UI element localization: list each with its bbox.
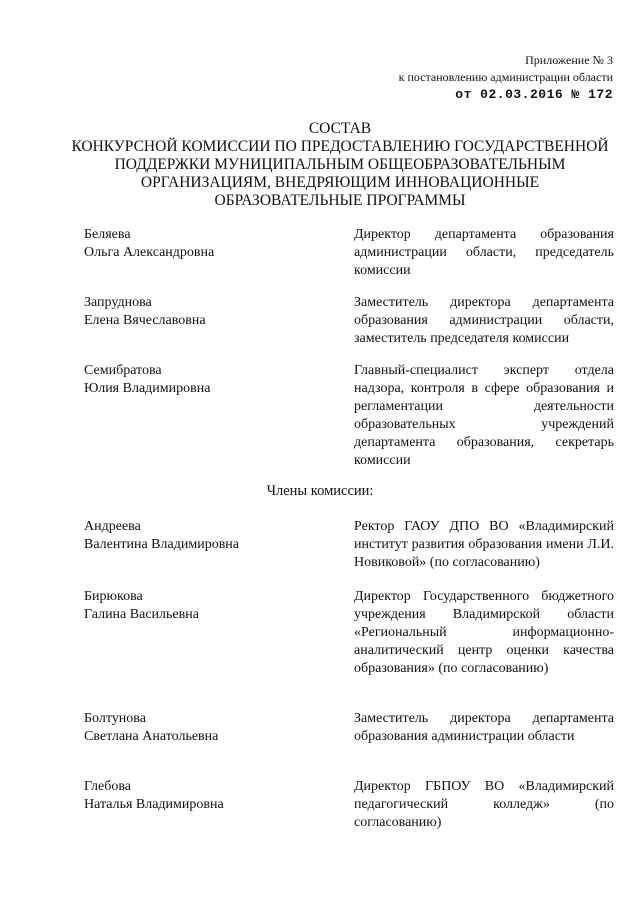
person-role: Директор департамента образования администрации области, председатель комиссии xyxy=(354,227,614,278)
person-surname: Андреева xyxy=(84,519,141,534)
title-line-2: КОНКУРСНОЙ КОМИССИИ ПО ПРЕДОСТАВЛЕНИЮ ГОСУДАРСТВЕННОЙ xyxy=(71,138,609,155)
person-role: Заместитель директора департамента образования администрации области, заместитель председателя комиссии xyxy=(354,295,614,346)
title-line-1: СОСТАВ xyxy=(308,120,372,137)
members-heading: Члены комиссии: xyxy=(266,483,374,499)
person-surname: Болтунова xyxy=(84,711,146,726)
person-given-names: Наталья Владимировна xyxy=(84,797,224,812)
person-name xyxy=(84,362,324,398)
appendix-number: Приложение № 3 xyxy=(525,53,613,67)
person-given-names: Юлия Владимировна xyxy=(84,381,211,396)
person-name xyxy=(84,226,324,262)
person-name xyxy=(84,588,324,624)
person-name xyxy=(84,778,324,814)
person-role: Директор ГБПОУ ВО «Владимирский педагогический колледж» (по согласованию) xyxy=(354,779,614,830)
person-name xyxy=(84,710,324,746)
appendix-header xyxy=(399,52,613,103)
title-line-5: ОБРАЗОВАТЕЛЬНЫЕ ПРОГРАММЫ xyxy=(214,192,466,209)
person-given-names: Галина Васильевна xyxy=(84,607,199,622)
person-given-names: Ольга Александровна xyxy=(84,245,215,260)
person-surname: Бирюкова xyxy=(84,589,143,604)
person-given-names: Светлана Анатольевна xyxy=(84,729,219,744)
person-surname: Глебова xyxy=(84,779,132,794)
title-line-4: ОРГАНИЗАЦИЯМ, ВНЕДРЯЮЩИМ ИННОВАЦИОННЫЕ xyxy=(140,174,540,191)
document-title xyxy=(70,120,610,210)
person-surname: Беляева xyxy=(84,227,131,242)
person-given-names: Валентина Владимировна xyxy=(84,537,240,552)
person-given-names: Елена Вячеславовна xyxy=(84,313,206,328)
decree-date-number: от 02.03.2016 № 172 xyxy=(455,87,613,102)
person-name xyxy=(84,294,324,330)
person-role: Главный-специалист эксперт отдела надзора, контроля в сфере образования и регламентации деятельности образовательных учреждений департамента образования, секретарь комиссии xyxy=(354,363,614,468)
person-surname: Семибратова xyxy=(84,363,162,378)
decree-reference: к постановлению администрации области xyxy=(398,70,613,84)
person-role: Заместитель директора департамента образования администрации области xyxy=(354,711,614,744)
person-name xyxy=(84,518,324,554)
person-surname: Запруднова xyxy=(84,295,152,310)
person-role: Директор Государственного бюджетного учреждения Владимирской области «Региональный информационно-аналитический центр оценки качества образования» (по согласованию) xyxy=(354,589,614,676)
title-line-3: ПОДДЕРЖКИ МУНИЦИПАЛЬНЫМ ОБЩЕОБРАЗОВАТЕЛЬНЫМ xyxy=(114,156,566,173)
person-role: Ректор ГАОУ ДПО ВО «Владимирский институт развития образования имени Л.И. Новиковой» (по согласованию) xyxy=(354,519,614,570)
